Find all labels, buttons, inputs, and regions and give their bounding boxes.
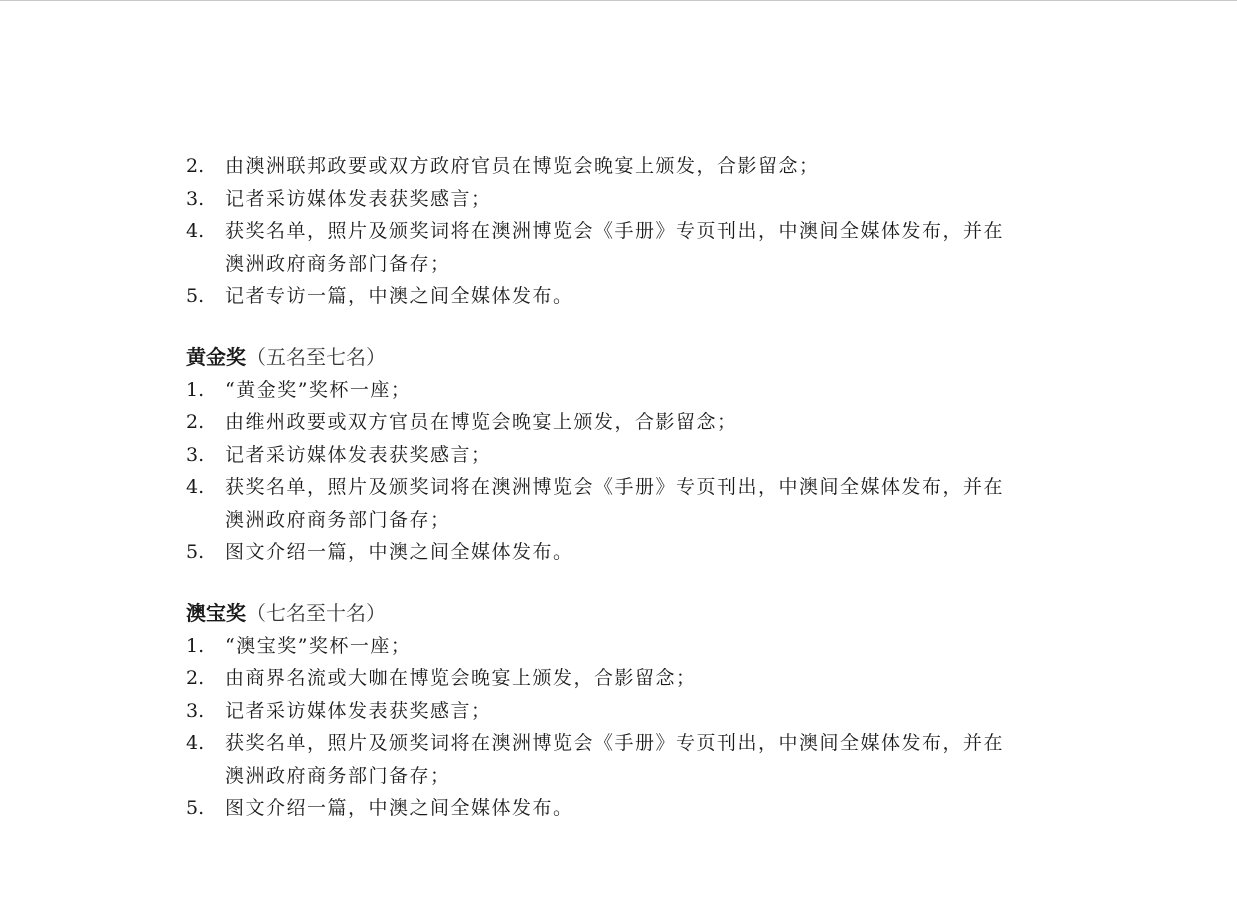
item-number: 3. bbox=[186, 187, 205, 210]
document-page bbox=[186, 150, 1066, 825]
item-number: 1. bbox=[186, 634, 205, 657]
list-item bbox=[186, 471, 1066, 536]
item-number: 5. bbox=[186, 541, 205, 563]
list-item bbox=[186, 630, 1066, 663]
item-number: 5. bbox=[186, 285, 205, 307]
list-item bbox=[186, 536, 1066, 569]
award-quota: （五名至七名） bbox=[246, 344, 386, 369]
item-text: 记者采访媒体发表获奖感言； bbox=[225, 443, 492, 466]
list-item bbox=[186, 439, 1066, 472]
list-item bbox=[186, 662, 1066, 695]
item-number: 3. bbox=[186, 443, 205, 466]
item-text: 获奖名单，照片及颁奖词将在澳洲博览会《手册》专页刊出，中澳间全媒体发布，并在 bbox=[225, 220, 1005, 242]
item-text: “黄金奖”奖杯一座； bbox=[225, 378, 412, 401]
section-heading bbox=[186, 341, 1066, 374]
award-quota: （七名至十名） bbox=[246, 600, 386, 625]
item-number: 2. bbox=[186, 411, 205, 433]
award-title: 澳宝奖 bbox=[186, 600, 246, 625]
list-item bbox=[186, 150, 1066, 183]
item-text: 由商界名流或大咖在博览会晚宴上颁发，合影留念； bbox=[225, 667, 697, 689]
item-text: 记者采访媒体发表获奖感言； bbox=[225, 699, 492, 722]
item-text: 获奖名单，照片及颁奖词将在澳洲博览会《手册》专页刊出，中澳间全媒体发布，并在 bbox=[225, 732, 1005, 754]
item-text: 图文介绍一篇，中澳之间全媒体发布。 bbox=[225, 797, 574, 819]
list-item bbox=[186, 406, 1066, 439]
list-item bbox=[186, 695, 1066, 728]
item-number: 2. bbox=[186, 155, 205, 177]
award-title: 黄金奖 bbox=[186, 344, 246, 369]
list-item bbox=[186, 792, 1066, 825]
list-item bbox=[186, 374, 1066, 407]
benefit-list bbox=[186, 150, 1066, 313]
item-number: 1. bbox=[186, 378, 205, 401]
item-text: 记者采访媒体发表获奖感言； bbox=[225, 187, 492, 210]
page-top-border bbox=[0, 0, 1237, 1]
item-number: 4. bbox=[186, 476, 205, 498]
item-text-continued: 澳洲政府商务部门备存； bbox=[225, 508, 451, 531]
list-item bbox=[186, 727, 1066, 792]
section-gold-award bbox=[186, 341, 1066, 569]
list-item bbox=[186, 215, 1066, 280]
section-opal-award bbox=[186, 597, 1066, 825]
section-continued-award bbox=[186, 150, 1066, 313]
list-item bbox=[186, 183, 1066, 216]
item-number: 2. bbox=[186, 667, 205, 689]
benefit-list bbox=[186, 374, 1066, 569]
item-text: 图文介绍一篇，中澳之间全媒体发布。 bbox=[225, 541, 574, 563]
item-text: 获奖名单，照片及颁奖词将在澳洲博览会《手册》专页刊出，中澳间全媒体发布，并在 bbox=[225, 476, 1005, 498]
item-text: 记者专访一篇，中澳之间全媒体发布。 bbox=[225, 285, 574, 307]
item-text: “澳宝奖”奖杯一座； bbox=[225, 634, 412, 657]
list-item bbox=[186, 280, 1066, 313]
item-text: 由维州政要或双方官员在博览会晚宴上颁发，合影留念； bbox=[225, 411, 738, 433]
item-number: 4. bbox=[186, 732, 205, 754]
item-text-continued: 澳洲政府商务部门备存； bbox=[225, 252, 451, 275]
item-number: 3. bbox=[186, 699, 205, 722]
benefit-list bbox=[186, 630, 1066, 825]
item-text-continued: 澳洲政府商务部门备存； bbox=[225, 764, 451, 787]
item-number: 5. bbox=[186, 797, 205, 819]
item-number: 4. bbox=[186, 220, 205, 242]
section-heading bbox=[186, 597, 1066, 630]
item-text: 由澳洲联邦政要或双方政府官员在博览会晚宴上颁发，合影留念； bbox=[225, 155, 820, 177]
